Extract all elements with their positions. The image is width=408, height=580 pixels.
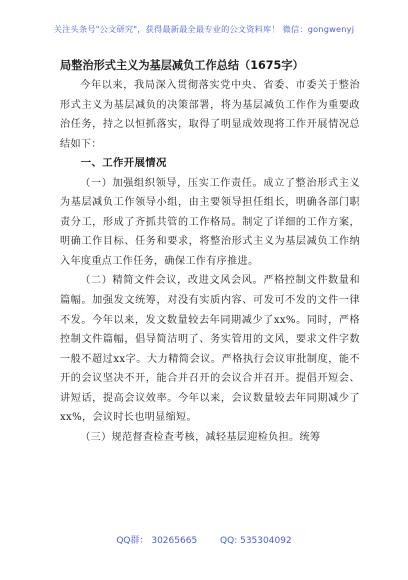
- document-title: 局整治形式主义为基层减负工作总结（1675字）: [60, 59, 304, 72]
- intro-paragraph: 今年以来，我局深入贯彻落实党中央、省委、市委关于整治形式主义为基层减负的决策部署，将为基层减负工作作为重要政治任务，持之以恒抓落实，取得了明显成效现将工作开展情况总结如下：: [60, 80, 360, 150]
- qq-number: QQ: 535304092: [220, 536, 292, 546]
- body-paragraph: （二）精简文件会议，改进文风会风。严格控制文件数量和篇幅。加强发文统筹，对没有实质内容、可发可不发的文件一律不发。今年以来，发文数量较去年同期减少了xx%。同时，严格控制文件篇幅，倡导简洁明了、务实管用的文风，要求文件字数一般不超过xx字。大力精简会议。严格执行会议审批制度，能不开的会议坚决不开，能合并召开的会议合并召开。提倡开短会、讲短话，提高会议效率。今年以来，会议数量较去年同期减少了xx%，会议时长也明显缩短。: [60, 275, 360, 424]
- qq-group: QQ群： 30265665: [116, 536, 198, 546]
- body-paragraph: （一）加强组织领导，压实工作责任。成立了整治形式主义为基层减负工作领导小组，由主要领导担任组长，明确各部门职责分工，形成了齐抓共管的工作格局。制定了详细的工作方案，明确工作目标、任务和要求，将整治形式主义为基层减负工作纳入年度重点工作任务，确保工作有序推进。: [60, 177, 360, 267]
- footer-contact: [0, 533, 408, 546]
- body-paragraph: （三）规范督查检查考核，减轻基层迎检负担。统筹: [80, 431, 321, 443]
- header-banner: 关注头条号"公文研究"，获得最新最全最专业的公文资料库！ 微信：gongwenyj: [53, 24, 355, 34]
- section-heading: 一、工作开展情况: [80, 157, 167, 170]
- document-body: [60, 76, 360, 447]
